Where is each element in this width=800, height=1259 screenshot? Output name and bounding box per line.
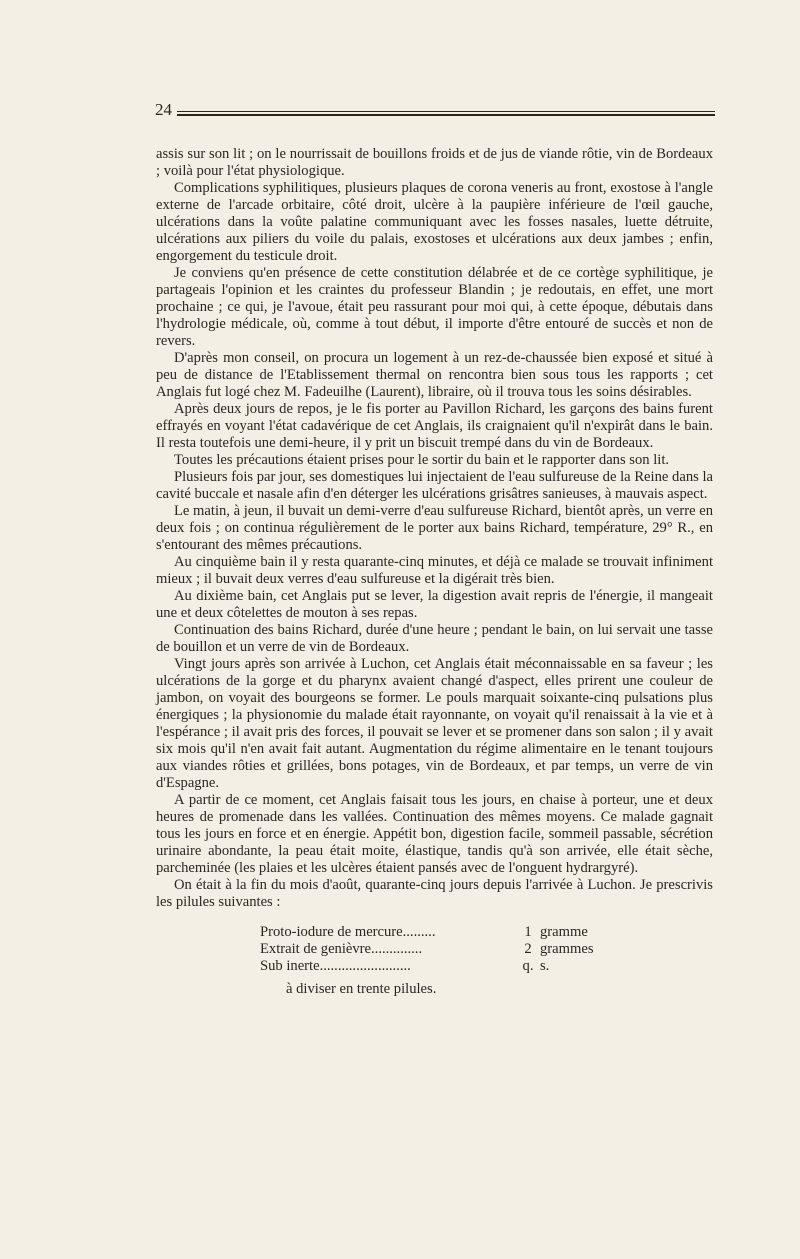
prescription-row [260, 958, 713, 975]
prescription-row [260, 941, 713, 958]
prescription-note: à diviser en trente pilules. [286, 981, 437, 997]
paragraph: Continuation des bains Richard, durée d'une heure ; pendant le bain, on lui servait une tasse de bouillon et un verre de vin de Bordeaux. [156, 622, 713, 655]
ingredient-name: Sub inerte......................... [260, 958, 411, 974]
ingredient-quantity: 2 [524, 941, 532, 957]
paragraph: A partir de ce moment, cet Anglais faisait tous les jours, en chaise à porteur, une et deux heures de promenade dans les vallées. Continuation des mêmes moyens. Ce malade gagnait tous les jours en force et en énergie. Appétit bon, digestion facile, sommeil passable, sécrétion urinaire abondante, la peau était moite, élastique, tandis qu'à son arrivée, elle était sèche, parcheminée (les plaies et les ulcères étaient pansés avec de l'onguent hydrargyré). [156, 792, 713, 876]
ingredient-name: Proto-iodure de mercure......... [260, 924, 436, 940]
page-header [155, 100, 715, 120]
ingredient-name: Extrait de genièvre.............. [260, 941, 423, 957]
paragraph: Vingt jours après son arrivée à Luchon, cet Anglais était méconnaissable en sa faveur ; les ulcérations de la gorge et du pharynx avaient changé d'aspect, elles prirent une couleur de jambon, on voyait des bourgeons se former. Le pouls marquait soixante-cinq pulsations plus énergiques ; la physionomie du malade était rayonnante, on voyait qu'il renaissait à la vie et à l'espérance ; il avait pris des forces, il pouvait se lever et se promener dans son salon ; il y avait six mois qu'il n'en avait fait autant. Augmentation du régime alimentaire en le tenant toujours aux viandes rôties et grillées, bons potages, vin de Bordeaux, et par temps, un verre de vin d'Espagne. [156, 656, 713, 791]
paragraph: Je conviens qu'en présence de cette constitution délabrée et de ce cortège syphilitique, je partageais l'opinion et les craintes du professeur Blandin ; je redoutais, en effet, une mort prochaine ; ce qui, je l'avoue, était peu rassurant pour moi qui, à cette époque, débutais dans l'hydrologie médicale, où, comme à tout début, il importe d'être entouré de succès et non de revers. [156, 265, 713, 349]
paragraph: Le matin, à jeun, il buvait un demi-verre d'eau sulfureuse Richard, bientôt après, un verre en deux fois ; on continua régulièrement de le porter aux bains Richard, température, 29° R., en s'entourant des mêmes précautions. [156, 503, 713, 553]
ingredient-unit: gramme [540, 924, 588, 940]
header-rule [177, 111, 715, 116]
paragraph: Complications syphilitiques, plusieurs plaques de corona veneris au front, exostose à l'angle externe de l'arcade orbitaire, côté droit, ulcère à la paupière inférieure de l'œil gauche, ulcérations dans la voûte palatine communiquant avec les fosses nasales, luette détruite, ulcérations aux piliers du voile du palais, exostoses et ulcérations aux deux jambes ; enfin, engorgement du testicule droit. [156, 180, 713, 264]
paragraph: Toutes les précautions étaient prises pour le sortir du bain et le rapporter dans son lit. [174, 452, 670, 468]
paragraph: Plusieurs fois par jour, ses domestiques lui injectaient de l'eau sulfureuse de la Reine dans la cavité buccale et nasale afin d'en déterger les ulcérations grisâtres sanieuses, à mauvais aspect. [156, 469, 713, 502]
prescription-row [260, 924, 713, 941]
paragraph: D'après mon conseil, on procura un logement à un rez-de-chaussée bien exposé et situé à peu de distance de l'Etablissement thermal on rencontra bien sous tous les rapports ; cet Anglais fut logé chez M. Fadeuilhe (Laurent), libraire, où il trouva tous les soins désirables. [156, 350, 713, 400]
paragraph: Au cinquième bain il y resta quarante-cinq minutes, et déjà ce malade se trouvait infiniment mieux ; il buvait deux verres d'eau sulfureuse et la digérait très bien. [156, 554, 713, 587]
ingredient-unit: s. [540, 958, 550, 974]
ingredient-quantity: 1 [524, 924, 532, 940]
body-text [156, 146, 713, 998]
paragraph: Au dixième bain, cet Anglais put se lever, la digestion avait repris de l'énergie, il mangeait une et deux côtelettes de mouton à ses repas. [156, 588, 713, 621]
paragraph: assis sur son lit ; on le nourrissait de bouillons froids et de jus de viande rôtie, vin de Bordeaux ; voilà pour l'état physiologique. [156, 146, 713, 179]
ingredient-quantity: q. [522, 958, 534, 974]
page-number: 24 [155, 100, 172, 119]
ingredient-unit: grammes [540, 941, 594, 957]
prescription [260, 924, 713, 998]
paragraph: Après deux jours de repos, je le fis porter au Pavillon Richard, les garçons des bains furent effrayés en voyant l'état cadavérique de cet Anglais, ils craignaient qu'il n'expirât dans le bain. Il resta toutefois une demi-heure, il y prit un biscuit trempé dans du vin de Bordeaux. [156, 401, 713, 451]
paragraph: On était à la fin du mois d'août, quarante-cinq jours depuis l'arrivée à Luchon. Je prescrivis les pilules suivantes : [156, 877, 713, 910]
